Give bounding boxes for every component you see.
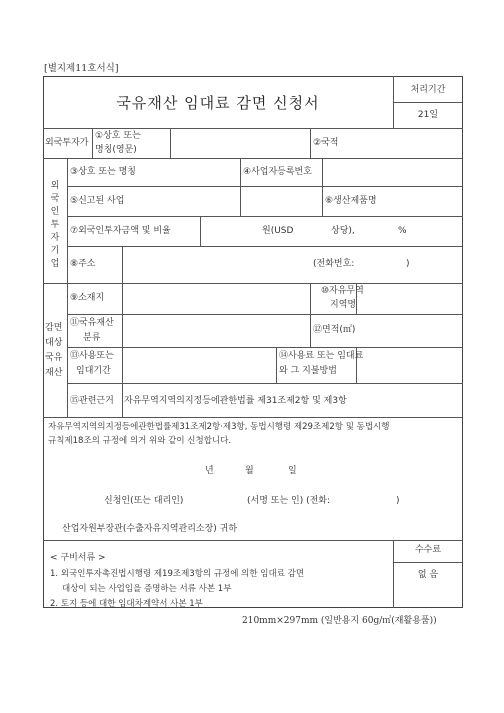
business-label: ⑤신고된 사업 xyxy=(70,196,125,206)
investment-label: ⑦외국인투자금액 및 비율 xyxy=(70,226,171,236)
processing-period-label: 처리기간 xyxy=(410,85,446,95)
phone-close: ) xyxy=(406,259,410,269)
divider xyxy=(393,102,463,103)
divider xyxy=(122,383,123,417)
address-label: ⑧주소 xyxy=(70,259,96,269)
property-label-4: 재산 xyxy=(45,368,63,378)
property-class-label: ⑪국유재산 xyxy=(70,318,114,328)
investor-name-label: ①상호 또는 xyxy=(95,131,141,141)
divider xyxy=(43,158,463,159)
period-label-sub: 임대기간 xyxy=(76,366,111,376)
fee-value: 없 음 xyxy=(417,570,439,580)
divider xyxy=(43,540,463,541)
statement-line-1: 자유무역지역의지정등에관한법률제31조제2항·제3항, 동법시행령 제29조제2항 및 동법시행 xyxy=(48,422,390,432)
divider xyxy=(240,158,241,216)
legal-basis-label: ⑮관련근거 xyxy=(70,396,114,406)
form-number-label: [별지제11호서식] xyxy=(44,63,119,74)
divider xyxy=(122,283,123,383)
document-item-2: 2. 토지 등에 대한 임대차계약서 사본 1부 xyxy=(50,599,203,609)
location-label: ⑨소재지 xyxy=(70,293,105,303)
nationality-label: ②국적 xyxy=(313,138,339,148)
date-month: 월 xyxy=(245,466,254,476)
product-label: ⑥생산제품명 xyxy=(325,196,377,206)
property-class-label-sub: 분류 xyxy=(83,333,101,343)
divider xyxy=(67,158,68,417)
divider xyxy=(43,283,463,284)
divider xyxy=(67,314,463,315)
phone-label: (전화번호: xyxy=(313,259,355,269)
processing-period-value: 21일 xyxy=(417,110,439,120)
biz-number-label: ④사업자등록번호 xyxy=(243,167,312,177)
divider xyxy=(92,128,93,158)
divider xyxy=(200,216,201,246)
fee-method-label: ⑭사용료 또는 임대료 xyxy=(279,351,364,361)
investor-name-label-sub: 명칭(영문) xyxy=(95,145,137,155)
investment-pct: % xyxy=(398,226,407,236)
divider xyxy=(122,246,123,283)
document-item-1: 1. 외국인투자촉진법시행령 제19조제3항의 규정에 의한 임대료 감면 xyxy=(50,569,305,579)
document-item-1-cont: 대상이 되는 사업임을 증명하는 서류 사본 1부 xyxy=(62,584,232,594)
divider xyxy=(393,562,463,563)
statement-line-2: 규칙제18조의 규정에 의거 위와 같이 신청합니다. xyxy=(48,436,232,446)
area-label: ⑫면적(㎡) xyxy=(313,325,356,335)
sign-close: ) xyxy=(396,496,400,506)
paper-spec: 210mm×297mm (일반용지 60g/㎡(재활용품)) xyxy=(242,616,437,626)
divider xyxy=(43,128,463,129)
form-title: 국유재산 임대료 감면 신청서 xyxy=(116,94,320,112)
fee-label: 수수료 xyxy=(414,545,442,555)
divider xyxy=(276,347,277,383)
recipient: 산업자원부장관(수출자유지역관리소장) 귀하 xyxy=(62,524,238,534)
date-year: 년 xyxy=(205,466,214,476)
investment-equiv: 상당), xyxy=(331,226,355,236)
investment-won: 원(USD xyxy=(262,226,294,236)
legal-basis-value: 자유무역지역의지정등에관한법률 제31조제2항 및 제3항 xyxy=(124,396,347,406)
divider xyxy=(43,417,463,418)
ftz-name-label-sub: 지역명 xyxy=(330,300,357,310)
divider xyxy=(310,283,311,347)
foreign-investor-label: 외국투자가 xyxy=(45,138,89,148)
divider xyxy=(170,128,171,158)
divider xyxy=(322,158,323,216)
property-label-2: 대상 xyxy=(45,338,63,348)
ftz-name-label: ⑩자유무역 xyxy=(321,286,364,296)
sign-label: (서명 또는 인) (전화: xyxy=(247,496,331,506)
period-label: ⑬사용또는 xyxy=(70,351,114,361)
documents-header: < 구비서류 > xyxy=(50,553,106,563)
divider xyxy=(67,216,463,217)
date-day: 일 xyxy=(288,466,297,476)
divider xyxy=(67,186,463,187)
property-label-1: 감면 xyxy=(45,323,63,333)
fee-method-label-sub: 와 그 지불방법 xyxy=(279,366,337,376)
divider xyxy=(67,246,463,247)
applicant-label: 신청인(또는 대리인) xyxy=(104,496,184,506)
divider xyxy=(67,347,463,348)
divider xyxy=(67,383,463,384)
company-name-label: ③상호 또는 명칭 xyxy=(70,167,136,177)
divider xyxy=(310,128,311,158)
company-vertical-label: 외국인투자기업 xyxy=(50,181,60,269)
property-label-3: 국유 xyxy=(45,353,63,363)
